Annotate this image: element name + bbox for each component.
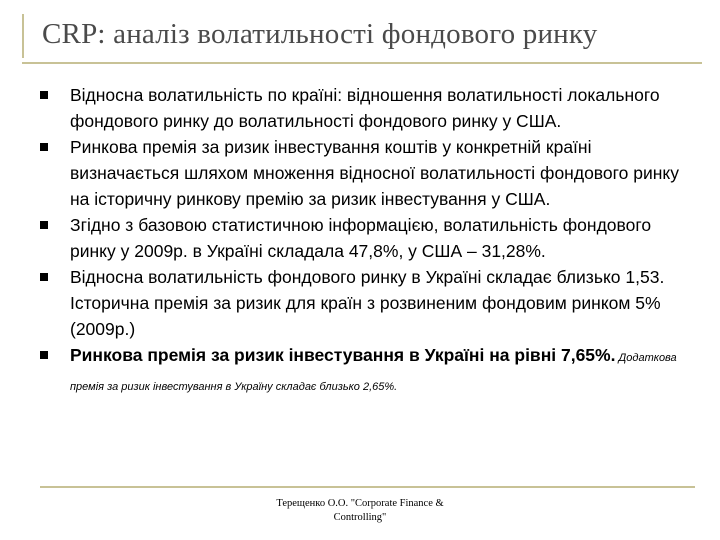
square-bullet-icon [40, 143, 48, 151]
footer-line-1: Терещенко О.О. "Corporate Finance & [276, 498, 444, 509]
footer-divider [40, 486, 695, 488]
bullet-item [40, 212, 680, 264]
footer-credit [0, 497, 720, 525]
conclusion-note: Додаткова премія за ризик інвестування в Україну складає близько 2,65%. [70, 352, 677, 393]
bullet-list [40, 82, 680, 400]
slide-title: CRP: аналіз волатильності фондового ринку [42, 18, 598, 50]
bullet-text: Згідно з базовою статистичною інформацією, волатильність фондового ринку у 2009р. в Україні складала 47,8%, у США – 31,28%. [70, 215, 652, 261]
title-frame-left-line [22, 14, 24, 58]
bullet-text: Відносна волатильність фондового ринку в Україні складає близько 1,53. Історична премія за ризик для країн з розвиненим фондовим ринком 5% (2009р.) [70, 267, 665, 339]
bullet-item [40, 134, 680, 212]
square-bullet-icon [40, 91, 48, 99]
bullet-item [40, 82, 680, 134]
footer-line-2: Controlling" [333, 512, 387, 523]
conclusion-text: Ринкова премія за ризик інвестування в Україні на рівні 7,65%. [70, 345, 616, 365]
bullet-item-conclusion [40, 342, 680, 400]
square-bullet-icon [40, 221, 48, 229]
square-bullet-icon [40, 273, 48, 281]
square-bullet-icon [40, 351, 48, 359]
bullet-text: Ринкова премія за ризик інвестування коштів у конкретній країні визначається шляхом множення відносної волатильності фондового ринку на історичну ринкову премію за ризик інвестування у США. [70, 137, 679, 209]
bullet-item [40, 264, 680, 342]
bullet-text: Відносна волатильність по країні: відношення волатильності локального фондового ринку до волатильності фондового ринку у США. [70, 85, 660, 131]
